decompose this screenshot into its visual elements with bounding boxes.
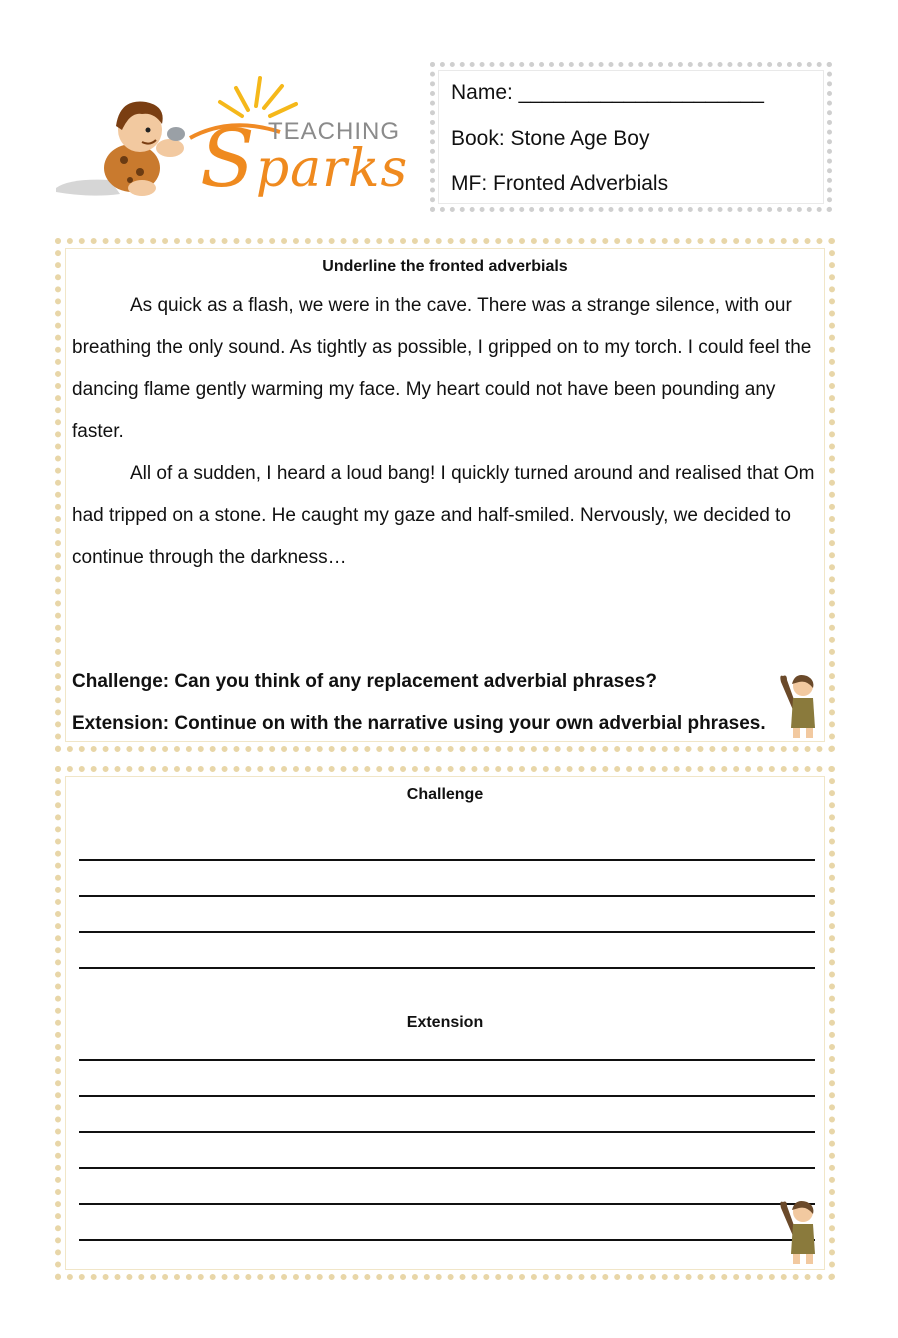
logo-sparks-text: [200, 112, 408, 205]
student-info-box: [430, 62, 832, 212]
extension-heading: Extension: [406, 1014, 484, 1031]
caveman-club-icon: [775, 672, 827, 742]
challenge-answer-line[interactable]: [79, 859, 815, 861]
logo-sparks-rest: parks: [255, 139, 409, 199]
extension-answer-line[interactable]: [79, 1131, 815, 1133]
logo-sparks-initial: S: [200, 112, 256, 205]
paragraph-1-text: As quick as a flash, we were in the cave. There was a strange silence, with our breathing the only sound. As tightly as possible, I gripped on to my torch. I could feel the dancing flame gently warming my face. My heart could not have been pounding any faster.: [72, 295, 812, 442]
answers-panel: [55, 766, 835, 1280]
challenge-instruction: Challenge: Can you think of any replacement adverbial phrases?: [72, 671, 657, 692]
name-field[interactable]: Name: _____________________: [451, 81, 764, 104]
extension-answer-line[interactable]: [79, 1095, 815, 1097]
challenge-answer-line[interactable]: [79, 895, 815, 897]
logo-teaching-text: TEACHING: [268, 118, 401, 145]
challenge-answer-line[interactable]: [79, 967, 815, 969]
task-panel: [55, 238, 835, 752]
passage-paragraph-2: [72, 453, 822, 579]
extension-answer-line[interactable]: [79, 1239, 815, 1241]
paragraph-2-text: All of a sudden, I heard a loud bang! I quickly turned around and realised that Om had tripped on a stone. He caught my gaze and half-smiled. Nervously, we decided to continue through the darkness…: [72, 463, 815, 568]
extension-instruction: Extension: Continue on with the narrative using your own adverbial phrases.: [72, 713, 766, 734]
challenge-answer-line[interactable]: [79, 931, 815, 933]
extension-answer-line[interactable]: [79, 1203, 815, 1205]
focus-title: MF: Fronted Adverbials: [451, 172, 669, 195]
book-title: Book: Stone Age Boy: [451, 127, 650, 150]
extension-answer-line[interactable]: [79, 1059, 815, 1061]
passage-paragraph-1: [72, 285, 822, 453]
sun-rays-icon: [220, 78, 296, 116]
teaching-sparks-logo: [50, 68, 420, 218]
task-heading: Underline the fronted adverbials: [322, 258, 568, 275]
challenge-heading: Challenge: [406, 786, 484, 803]
extension-answer-line[interactable]: [79, 1167, 815, 1169]
caveman-club-icon: [775, 1198, 827, 1268]
